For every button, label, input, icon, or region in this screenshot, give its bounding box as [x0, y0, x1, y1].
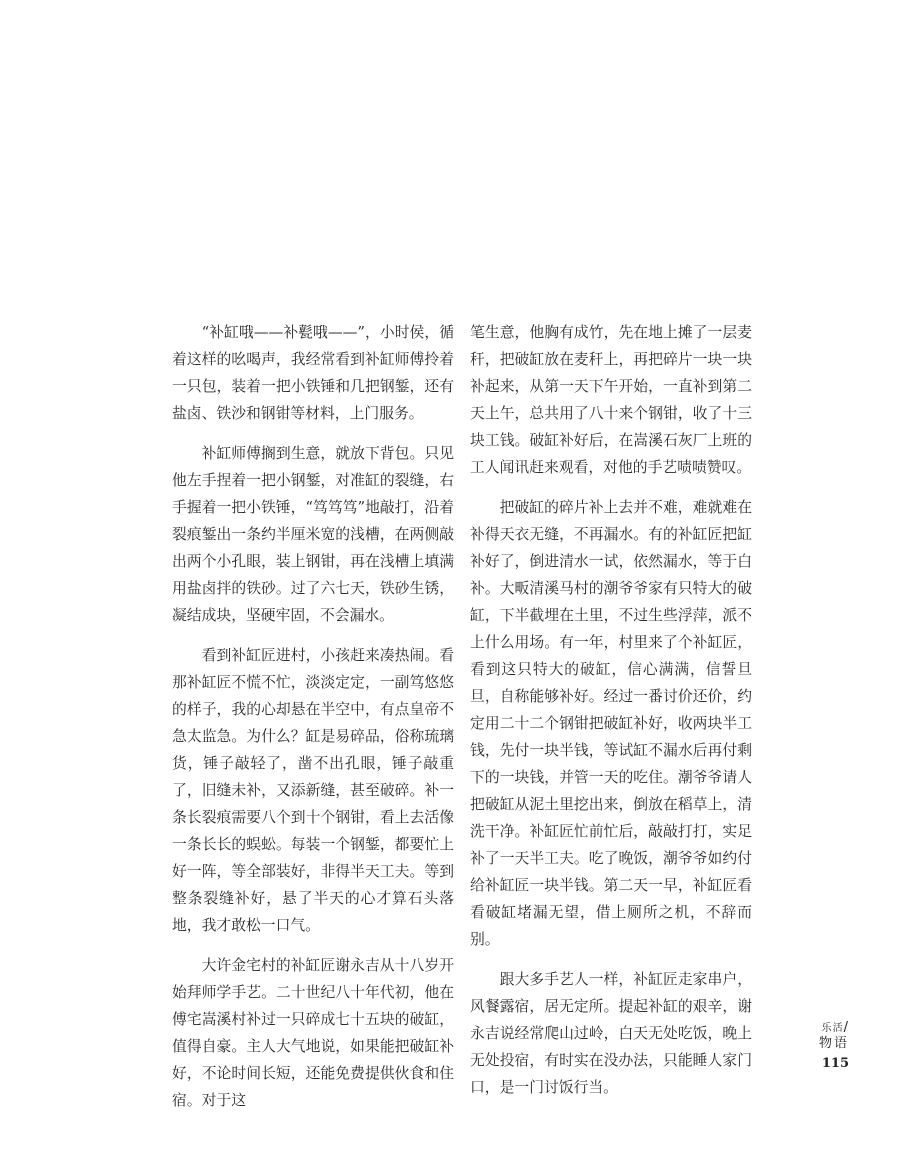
- paragraph: 把破缸的碎片补上去并不难，难就难在补得天衣无缝，不再漏水。有的补缸匠把缸补好了，倒进清水一试，依然漏水，等于白补。大畈清溪马村的潮爷爷家有只特大的破缸，下半截埋在土里，不过生些浮萍，派不上什么用场。有一年，村里来了个补缸匠，看到这只特大的破缸，信心满满，信誓旦旦，自称能够补好。经过一番讨价还价，约定用二十二个钢钳把破缸补好，收两块半工钱，先付一块半钱，等试缸不漏水后再付剩下的一块钱，并管一天的吃住。潮爷爷请人把破缸从泥土里挖出来，倒放在稻草上，清洗干净。补缸匠忙前忙后，敲敲打打，实足补了一天半工夫。吃了晚饭，潮爷爷如约付给补缸匠一块半钱。第二天一早，补缸匠看看破缸堵漏无望，借上厕所之机，不辞而别。: [470, 499, 752, 948]
- paragraph: 看到补缸匠进村，小孩赶来凑热闹。看那补缸匠不慌不忙，淡淡定定，一副笃悠悠的样子，我的心却悬在半空中，有点皇帝不急太监急。为什么？缸是易碎品，俗称琉璃货，锤子敲轻了，凿不出孔眼，锤子敲重了，旧缝未补，又添新缝，甚至破碎。补一条长裂痕需要八个到十个钢钳，看上去活像一条长长的蜈蚣。每装一个钢錾，都要忙上好一阵，等全部装好，非得半天工夫。等到整条裂缝补好，悬了半天的心才算石头落地，我才敢松一口气。: [172, 647, 454, 934]
- section-label-small: 乐活/: [821, 1020, 849, 1035]
- paragraph-continuation: 笔生意，他胸有成竹，先在地上摊了一层麦秆，把破缸放在麦秆上，再把碎片一块一块补起来，从第一天下午开始，一直补到第二天上午，总共用了八十来个钢钳，收了十三块工钱。破缸补好后，在嵩溪石灰厂上班的工人闻讯赶来观看，对他的手艺啧啧赞叹。: [470, 324, 752, 476]
- paragraph: 大许金宅村的补缸匠谢永吉从十八岁开始拜师学手艺。二十世纪八十年代初，他在傅宅嵩溪村补过一只碎成七十五块的破缸，值得自豪。主人大气地说，如果能把破缸补好，不论时间长短，还能免费提供伙食和住宿。对于这: [172, 957, 454, 1109]
- page-footer: [809, 1022, 849, 1074]
- paragraph: 补缸师傅搁到生意，就放下背包。只见他左手捏着一把小钢錾，对准缸的裂缝，右手握着一把小铁锤，“笃笃笃”地敲打，沿着裂痕錾出一条约半厘米宽的浅槽，在两侧敲出两个小孔眼，装上钢钳，再在浅槽上填满用盐卤拌的铁砂。过了六七天，铁砂生锈，凝结成块，坚硬牢固，不会漏水。: [172, 445, 454, 624]
- article-right-column: [470, 319, 752, 1114]
- section-slash: /: [843, 1020, 849, 1035]
- paragraph: 跟大多手艺人一样，补缸匠走家串户，风餐露宿，居无定所。提起补缸的艰辛，谢永吉说经常爬山过岭，白天无处吃饭，晚上无处投宿，有时实在没办法，只能睡人家门口，是一门讨饭行当。: [470, 971, 752, 1096]
- page-number: 115: [821, 1056, 849, 1071]
- paragraph: “补缸哦——补甏哦——”，小时侯，循着这样的吆喝声，我经常看到补缸师傅拎着一只包，装着一把小铁锤和几把钢錾，还有盐卤、铁沙和钢钳等材料，上门服务。: [172, 324, 454, 422]
- article-left-column: [172, 319, 454, 1127]
- section-label: 物语: [818, 1036, 849, 1051]
